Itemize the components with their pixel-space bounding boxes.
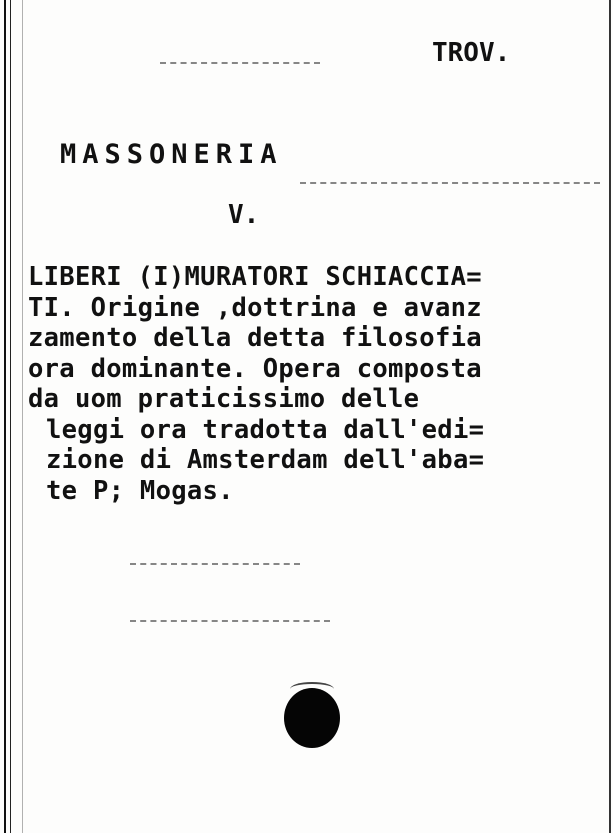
volume-reference: V. — [228, 200, 260, 230]
entry-line: te P; Mogas. — [46, 475, 234, 506]
entry-line: LIBERI (I)MURATORI SCHIACCIA= — [28, 262, 482, 292]
card-left-edge-inner — [10, 0, 11, 833]
card-left-edge — [4, 0, 6, 833]
entry-line: TI. Origine ,dottrina e avanz — [28, 292, 482, 323]
rule-line-top — [160, 62, 320, 64]
entry-line: zione di Amsterdam dell'aba= — [46, 445, 485, 475]
rule-line-heading — [300, 182, 600, 184]
card-right-edge — [609, 0, 611, 833]
entry-line: da uom praticissimo delle — [28, 384, 420, 414]
entry-line: leggi ora tradotta dall'edi= — [46, 414, 485, 445]
entry-line: ora dominante. Opera composta — [28, 353, 482, 384]
rule-line-bottom-1 — [130, 563, 300, 565]
card-margin-line — [22, 0, 23, 833]
entry-line: zamento della detta filosofia — [28, 323, 482, 353]
rule-line-bottom-2 — [130, 620, 330, 622]
bibliographic-entry — [28, 262, 608, 506]
punch-hole — [284, 688, 340, 748]
subject-heading: MASSONERIA — [60, 139, 283, 170]
shelfmark: TROV. — [432, 38, 511, 68]
